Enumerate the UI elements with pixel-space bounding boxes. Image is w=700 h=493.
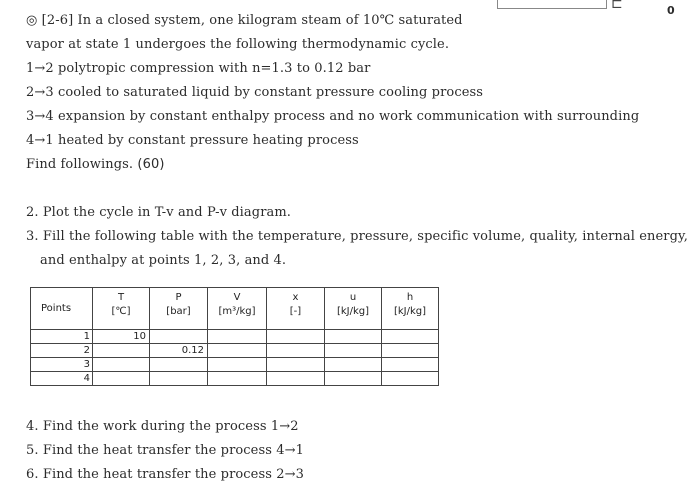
column-unit: [-] xyxy=(289,306,302,317)
find-line xyxy=(26,157,165,172)
cell-V xyxy=(208,372,267,386)
points-value: (60) xyxy=(137,157,165,172)
cell-T xyxy=(93,372,150,386)
cell-V xyxy=(208,358,267,372)
question-5: 5. Find the heat transfer the process 4→1 xyxy=(26,443,304,458)
process-4-1: 4→1 heated by constant pressure heating process xyxy=(26,133,359,148)
cell-V xyxy=(208,330,267,344)
process-3-4: 3→4 expansion by constant enthalpy process and no work communication with surrounding xyxy=(26,109,640,124)
column-symbol: T xyxy=(117,292,125,303)
column-u xyxy=(325,288,382,330)
column-P xyxy=(150,288,208,330)
problem-heading: ◎ [2-6] In a closed system, one kilogram steam of 10℃ saturated xyxy=(26,13,463,28)
cropped-glyph-icon: ⊏ xyxy=(611,0,623,12)
cell-P xyxy=(150,372,208,386)
point-label: 1 xyxy=(31,330,93,344)
column-unit: [m³/kg] xyxy=(218,306,256,317)
point-label: 4 xyxy=(31,372,93,386)
question-4: 4. Find the work during the process 1→2 xyxy=(26,419,299,434)
table-header-row xyxy=(31,288,439,330)
point-label: 3 xyxy=(31,358,93,372)
cell-P xyxy=(150,330,208,344)
top-cropped-box xyxy=(497,0,607,9)
cell-u xyxy=(325,330,382,344)
cell-h xyxy=(382,372,439,386)
table-row xyxy=(31,344,439,358)
cell-u xyxy=(325,344,382,358)
table-row xyxy=(31,358,439,372)
column-T xyxy=(93,288,150,330)
column-unit: [bar] xyxy=(166,306,191,317)
cell-h xyxy=(382,358,439,372)
question-2: 2. Plot the cycle in T-v and P-v diagram. xyxy=(26,205,292,220)
column-symbol: x xyxy=(292,292,299,303)
cell-u xyxy=(325,372,382,386)
cell-T: 10 xyxy=(93,330,150,344)
points-header: Points xyxy=(31,288,93,330)
cell-h xyxy=(382,330,439,344)
cell-P: 0.12 xyxy=(150,344,208,358)
column-V xyxy=(208,288,267,330)
cell-V xyxy=(208,344,267,358)
column-unit: [kJ/kg] xyxy=(393,306,427,317)
question-3: 3. Fill the following table with the temperature, pressure, specific volume, quality, internal energy, xyxy=(26,229,688,244)
table-row xyxy=(31,330,439,344)
cell-T xyxy=(93,344,150,358)
cell-x xyxy=(267,372,325,386)
point-label: 2 xyxy=(31,344,93,358)
cell-h xyxy=(382,344,439,358)
cell-u xyxy=(325,358,382,372)
problem-line-2: vapor at state 1 undergoes the following thermodynamic cycle. xyxy=(26,37,450,52)
corner-number: 0 xyxy=(667,4,675,17)
column-symbol: V xyxy=(233,292,241,303)
column-symbol: u xyxy=(349,292,357,303)
process-2-3: 2→3 cooled to saturated liquid by constant pressure cooling process xyxy=(26,85,484,100)
properties-table xyxy=(30,287,439,386)
cell-x xyxy=(267,344,325,358)
cell-T xyxy=(93,358,150,372)
question-6: 6. Find the heat transfer the process 2→3 xyxy=(26,467,304,482)
cell-x xyxy=(267,358,325,372)
process-1-2: 1→2 polytropic compression with n=1.3 to 0.12 bar xyxy=(26,61,371,76)
column-h xyxy=(382,288,439,330)
question-3-continued: and enthalpy at points 1, 2, 3, and 4. xyxy=(40,253,287,268)
column-symbol: h xyxy=(406,292,414,303)
find-text: Find followings. xyxy=(26,157,134,172)
cell-x xyxy=(267,330,325,344)
table-row xyxy=(31,372,439,386)
column-unit: [kJ/kg] xyxy=(336,306,370,317)
column-symbol: P xyxy=(175,292,182,303)
column-x xyxy=(267,288,325,330)
cell-P xyxy=(150,358,208,372)
column-unit: [℃] xyxy=(111,306,131,317)
